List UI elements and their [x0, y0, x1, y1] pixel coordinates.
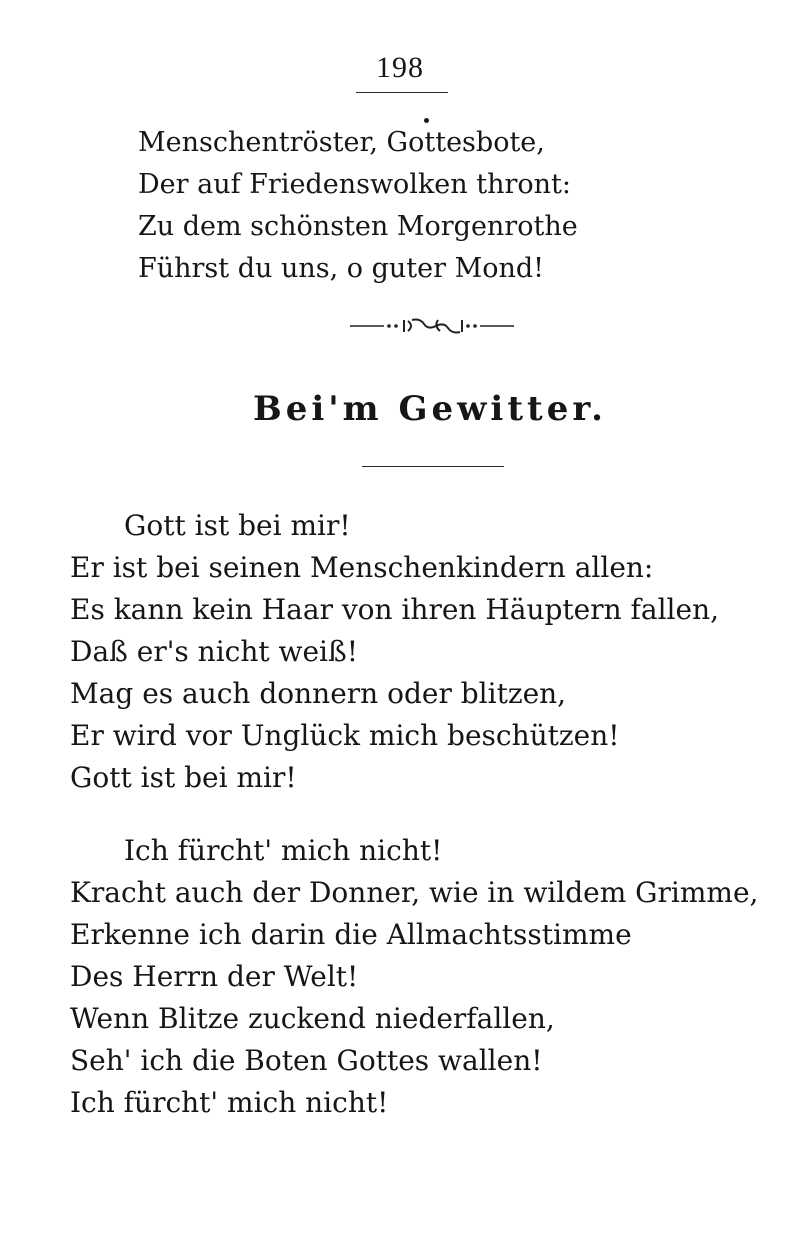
verse-line: Seh' ich die Boten Gottes wallen!	[70, 1044, 543, 1077]
verse-line: Ich fürcht' mich nicht!	[70, 1086, 389, 1119]
poem-title: Bei'm Gewitter.	[252, 389, 608, 429]
verse-line: Führst du uns, o guter Mond!	[138, 253, 545, 284]
verse-line: Es kann kein Haar von ihren Häuptern fallen,	[70, 593, 720, 626]
verse-line: Des Herrn der Welt!	[70, 960, 359, 993]
verse-line: Zu dem schönsten Morgenrothe	[138, 211, 578, 242]
verse-line: Mag es auch donnern oder blitzen,	[70, 677, 567, 710]
title-rule	[362, 466, 504, 467]
verse-line: Der auf Friedenswolken thront:	[138, 169, 571, 200]
page-number: 198	[376, 51, 424, 84]
verse-line: Er wird vor Unglück mich beschützen!	[70, 719, 620, 752]
verse-line: Wenn Blitze zuckend niederfallen,	[70, 1002, 555, 1035]
verse-line: Daß er's nicht weiß!	[70, 635, 358, 668]
poem-stanza-2	[70, 830, 758, 1124]
verse-line: Kracht auch der Donner, wie in wildem Grimme,	[70, 876, 759, 909]
verse-line: Gott ist bei mir!	[124, 509, 351, 542]
verse-line: Erkenne ich darin die Allmachtsstimme	[70, 918, 632, 951]
verse-line: Er ist bei seinen Menschenkindern allen:	[70, 551, 654, 584]
verse-line: Menschentröster, Gottesbote,	[138, 127, 545, 158]
poem-stanza-1	[70, 505, 719, 799]
verse-line: Gott ist bei mir!	[70, 761, 297, 794]
decorative-divider-icon	[348, 315, 516, 337]
closing-stanza-previous-poem	[138, 122, 578, 290]
header-rule	[356, 92, 448, 93]
verse-line: Ich fürcht' mich nicht!	[124, 834, 443, 867]
